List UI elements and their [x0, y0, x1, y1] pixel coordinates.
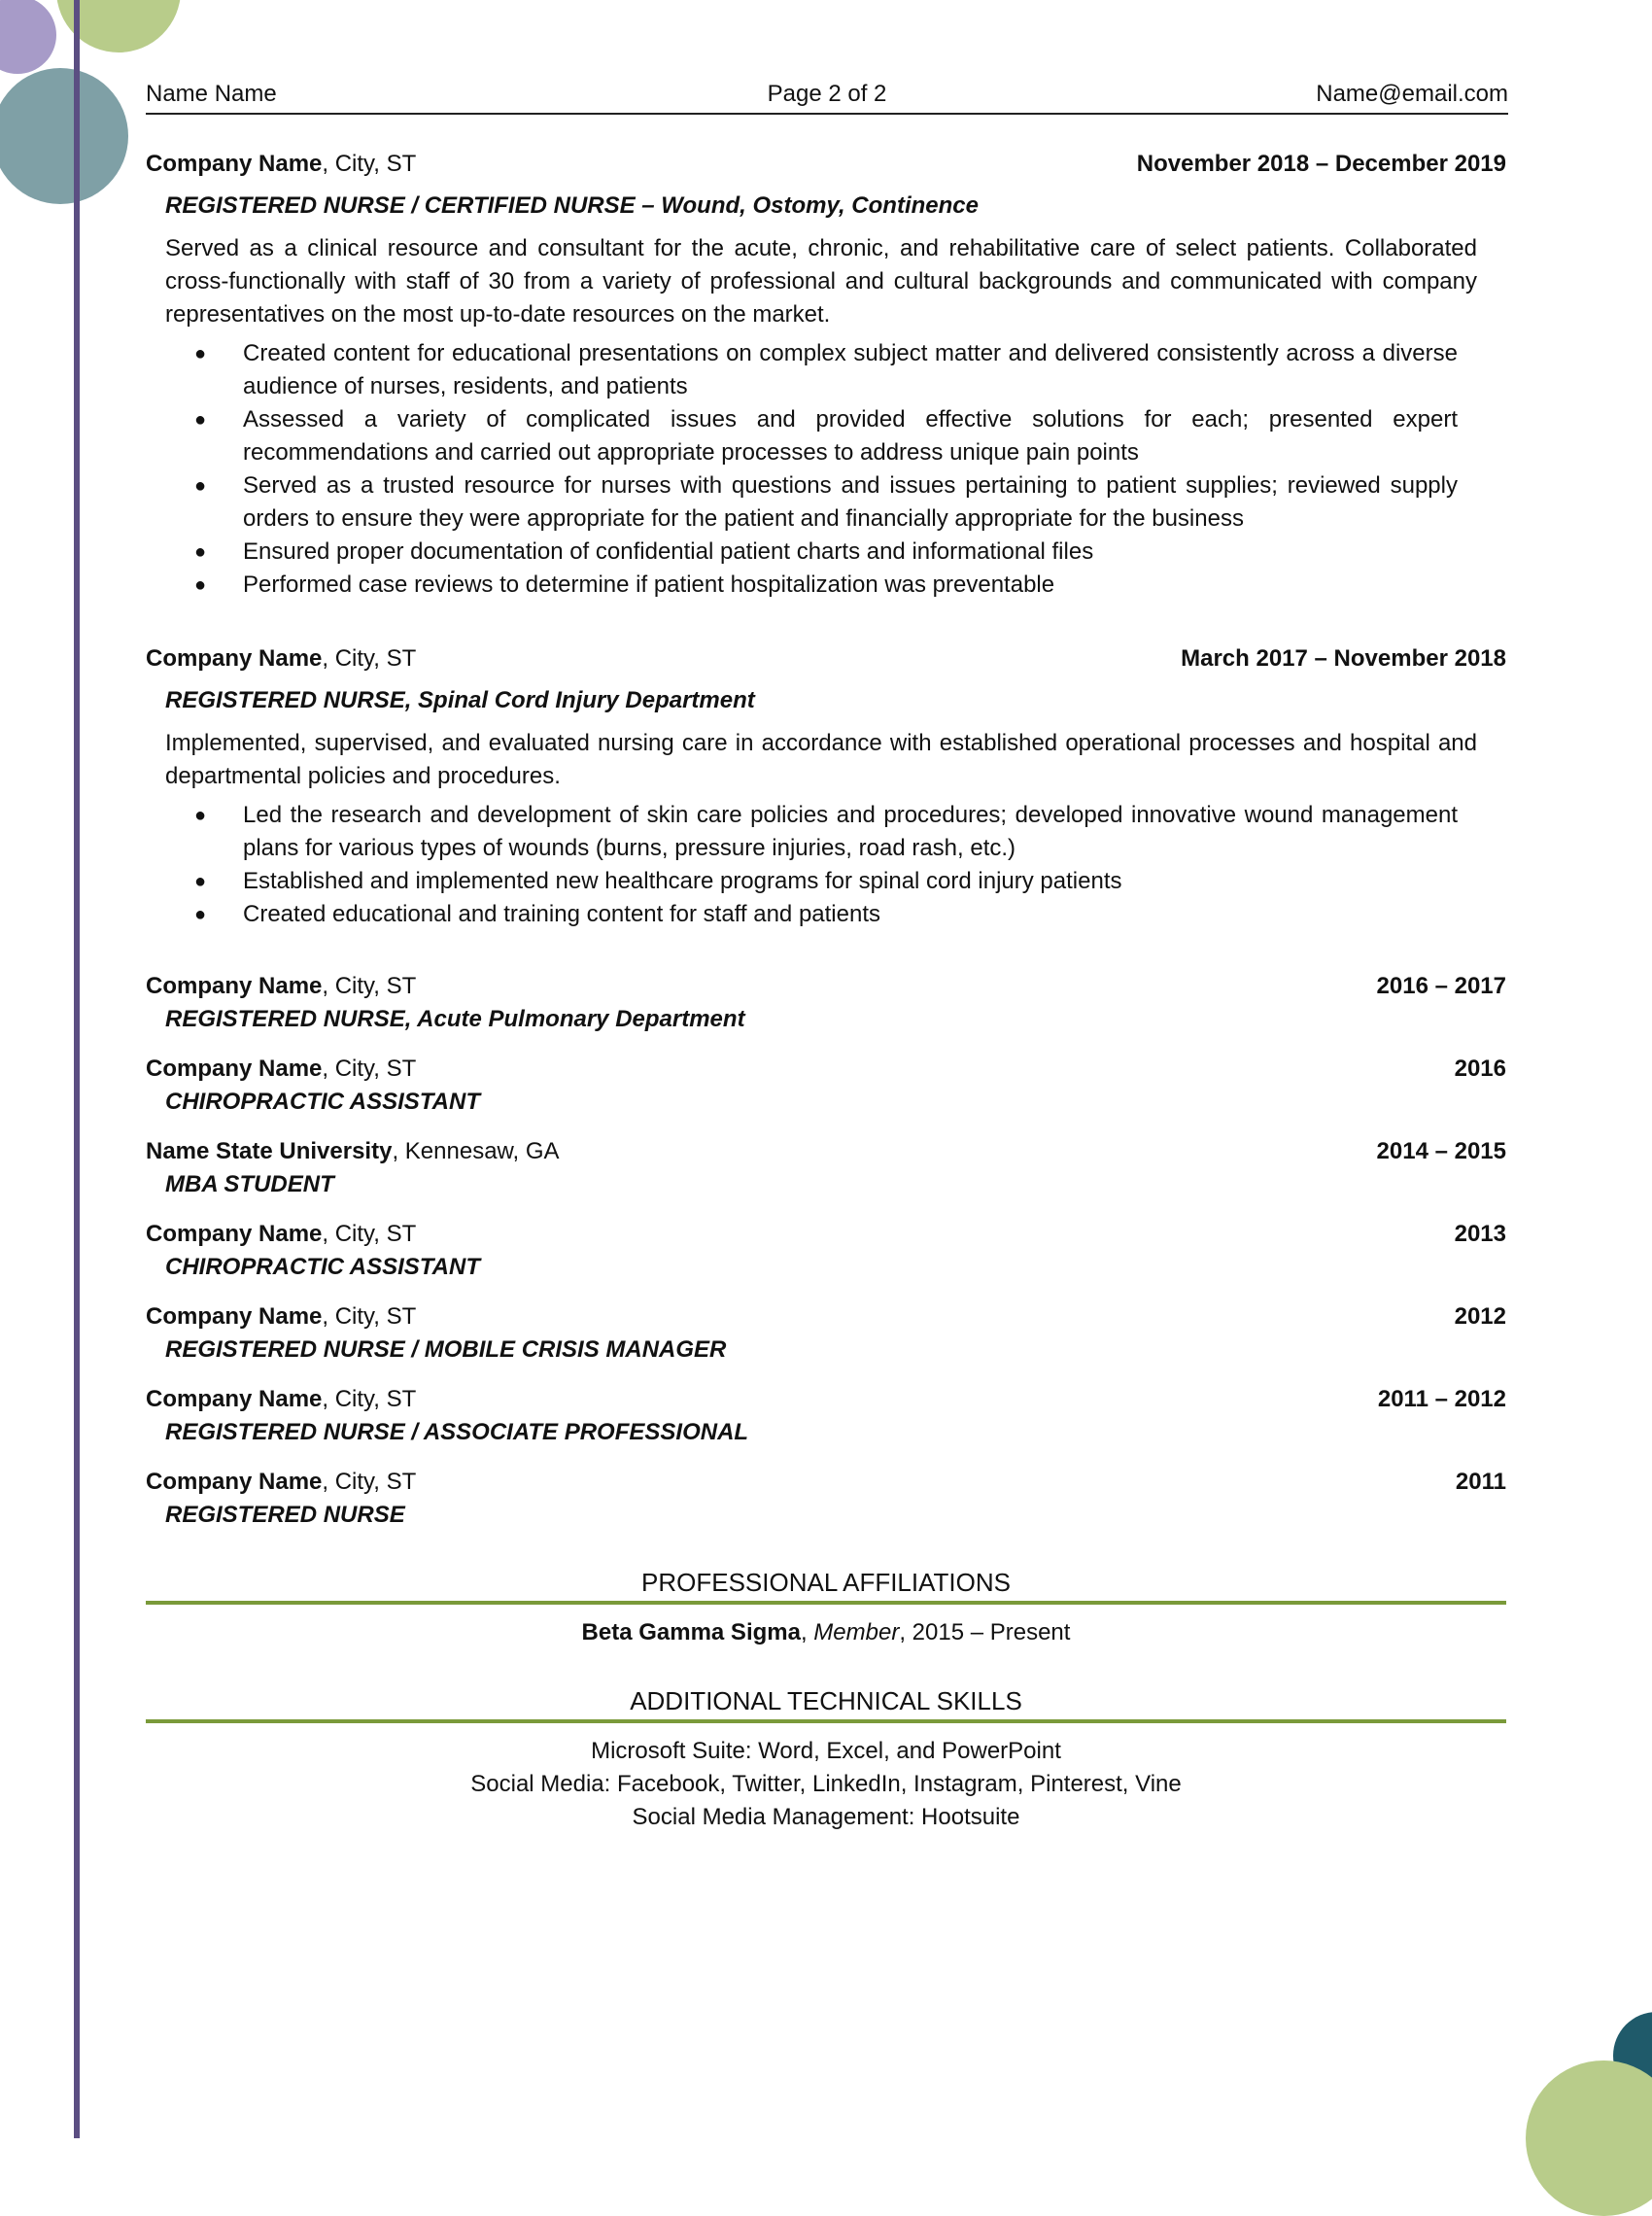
list-item: ● Created educational and training content for staff and patients — [146, 898, 1458, 931]
entry-org: Company Name, City, ST — [146, 1386, 417, 1412]
list-item: ● Created content for educational presentations on complex subject matter and delivered consistently across a diverse audience of nurses, residents, and patients — [146, 337, 1458, 403]
list-item: ● Ensured proper documentation of confidential patient charts and informational files — [146, 536, 1458, 569]
bullet-icon: ● — [194, 805, 207, 826]
entry-dates: 2013 — [1454, 1221, 1506, 1247]
decor-circle-teal — [0, 68, 128, 204]
bullet-icon: ● — [194, 343, 207, 364]
skills-line: Social Media: Facebook, Twitter, LinkedIn, Instagram, Pinterest, Vine — [470, 1771, 1182, 1797]
bullet-icon: ● — [194, 541, 207, 563]
bullet-icon: ● — [194, 574, 207, 596]
short-entry — [146, 1053, 1506, 1119]
job-dates: November 2018 – December 2019 — [1136, 151, 1506, 177]
entry-title: REGISTERED NURSE — [165, 1502, 405, 1528]
list-item: ● Assessed a variety of complicated issues and provided effective solutions for each; presented expert recommendations and carried out appropriate processes to address unique pain points — [146, 403, 1458, 469]
page-header — [146, 78, 1508, 115]
entry-dates: 2012 — [1454, 1303, 1506, 1330]
entry-dates: 2011 — [1455, 1469, 1506, 1495]
entry-dates: 2014 – 2015 — [1376, 1138, 1506, 1164]
entry-org: Company Name, City, ST — [146, 973, 417, 999]
job-bullets — [146, 337, 1506, 602]
short-entry — [146, 1383, 1506, 1449]
bullet-icon: ● — [194, 904, 207, 925]
short-entry — [146, 970, 1506, 1036]
job-bullets — [146, 799, 1506, 931]
decor-circle-green-bottom — [1526, 2060, 1652, 2216]
entry-org: Company Name, City, ST — [146, 1469, 417, 1495]
entry-org: Name State University, Kennesaw, GA — [146, 1138, 560, 1164]
bullet-icon: ● — [194, 475, 207, 497]
bullet-icon: ● — [194, 409, 207, 431]
job-company: Company Name, City, ST — [146, 151, 417, 177]
affiliation-line: Beta Gamma Sigma, Member, 2015 – Present — [581, 1619, 1071, 1645]
header-email: Name@email.com — [1316, 81, 1508, 107]
job-entry — [146, 642, 1506, 931]
entry-title: CHIROPRACTIC ASSISTANT — [165, 1089, 480, 1115]
left-accent-line — [74, 0, 80, 2138]
list-item: ● Performed case reviews to determine if patient hospitalization was preventable — [146, 569, 1458, 602]
entry-org: Company Name, City, ST — [146, 1221, 417, 1247]
entry-dates: 2016 – 2017 — [1376, 973, 1506, 999]
entry-dates: 2016 — [1454, 1056, 1506, 1082]
job-company: Company Name, City, ST — [146, 645, 417, 672]
header-name: Name Name — [146, 81, 277, 107]
job-summary: Served as a clinical resource and consultant for the acute, chronic, and rehabilitative care of select patients. Collaborated cross-functionally with staff of 30 from a variety of professional and cultural backgrounds and communicated with company representatives on the most up-to-date resources on the market. — [165, 235, 1477, 328]
decor-circle-purple — [0, 0, 56, 74]
entry-org: Company Name, City, ST — [146, 1303, 417, 1330]
list-item: ● Served as a trusted resource for nurses with questions and issues pertaining to patient supplies; reviewed supply orders to ensure they were appropriate for the patient and financially appropriate for the business — [146, 469, 1458, 536]
list-item: ● Led the research and development of skin care policies and procedures; developed innovative wound management plans for various types of wounds (burns, pressure injuries, road rash, etc.) — [146, 799, 1458, 865]
section-rule — [146, 1719, 1506, 1723]
entry-title: REGISTERED NURSE / MOBILE CRISIS MANAGER — [165, 1336, 727, 1363]
short-entry — [146, 1218, 1506, 1284]
job-summary: Implemented, supervised, and evaluated nursing care in accordance with established operational processes and hospital and departmental policies and procedures. — [165, 730, 1477, 789]
section-rule — [146, 1601, 1506, 1605]
job-entry — [146, 148, 1506, 602]
entry-title: REGISTERED NURSE / ASSOCIATE PROFESSIONAL — [165, 1419, 749, 1445]
bullet-icon: ● — [194, 871, 207, 892]
header-page-number: Page 2 of 2 — [767, 81, 887, 107]
job-title: REGISTERED NURSE, Spinal Cord Injury Department — [165, 687, 755, 713]
section-heading-affiliations: PROFESSIONAL AFFILIATIONS — [641, 1568, 1011, 1597]
list-item: ● Established and implemented new healthcare programs for spinal cord injury patients — [146, 865, 1458, 898]
job-title: REGISTERED NURSE / CERTIFIED NURSE – Wound, Ostomy, Continence — [165, 192, 979, 219]
short-entry — [146, 1300, 1506, 1367]
entry-dates: 2011 – 2012 — [1377, 1386, 1506, 1412]
entry-org: Company Name, City, ST — [146, 1056, 417, 1082]
entry-title: CHIROPRACTIC ASSISTANT — [165, 1254, 480, 1280]
entry-title: MBA STUDENT — [165, 1171, 334, 1197]
skills-line: Social Media Management: Hootsuite — [632, 1804, 1020, 1830]
job-dates: March 2017 – November 2018 — [1181, 645, 1506, 672]
section-heading-skills: ADDITIONAL TECHNICAL SKILLS — [630, 1686, 1022, 1715]
short-entry — [146, 1135, 1506, 1201]
short-entry — [146, 1466, 1506, 1532]
entry-title: REGISTERED NURSE, Acute Pulmonary Department — [165, 1006, 745, 1032]
skills-line: Microsoft Suite: Word, Excel, and PowerPoint — [591, 1738, 1061, 1764]
